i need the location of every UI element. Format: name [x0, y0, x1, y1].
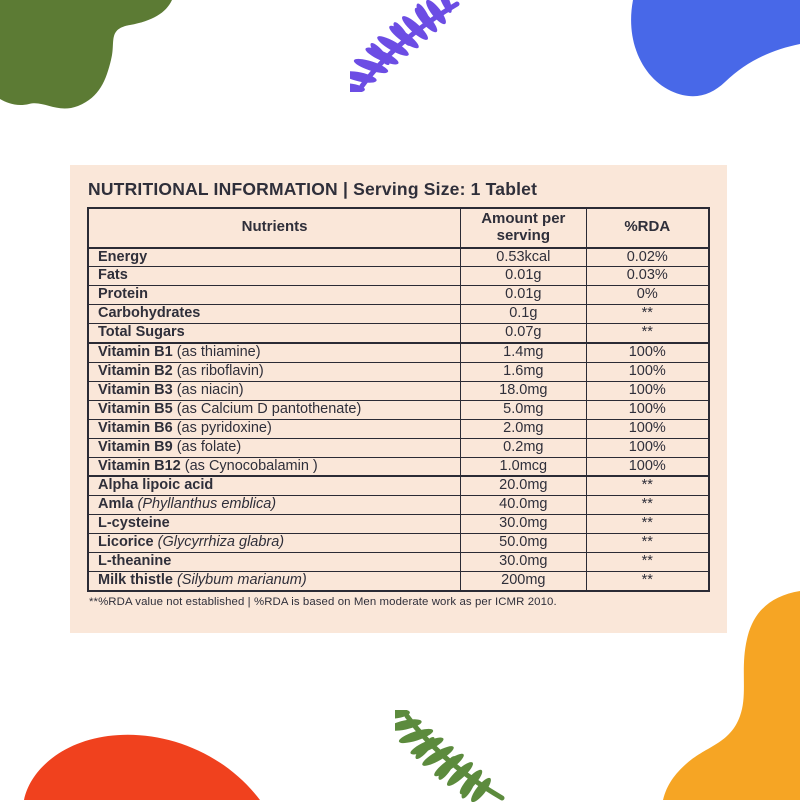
nutrient-detail: (as Calcium D pantothenate): [172, 400, 362, 417]
nutrient-detail: (Glycyrrhiza glabra): [153, 534, 285, 551]
amount-cell: 2.0mg: [461, 419, 586, 438]
nutrient-name: Protein: [98, 286, 148, 303]
table-row: [88, 381, 709, 400]
table-row: [88, 362, 709, 381]
table-row: [88, 343, 709, 362]
rda-cell: 100%: [586, 457, 709, 476]
nutrient-name-cell: [88, 476, 461, 495]
rda-cell: 100%: [586, 343, 709, 362]
table-row: [88, 438, 709, 457]
blue-blob-decoration: [615, 0, 800, 105]
rda-footnote: **%RDA value not established | %RDA is based on Men moderate work as per ICMR 2010.: [89, 595, 557, 608]
table-row: [88, 553, 709, 572]
table-row: [88, 248, 709, 267]
nutrient-name-cell: [88, 400, 461, 419]
nutrient-name: Fats: [98, 267, 128, 284]
amount-cell: 40.0mg: [461, 496, 586, 515]
amount-cell: 30.0mg: [461, 553, 586, 572]
rda-cell: 100%: [586, 381, 709, 400]
table-row: [88, 476, 709, 495]
nutrient-name-cell: [88, 343, 461, 362]
nutrient-name-cell: [88, 457, 461, 476]
nutrient-name-cell: [88, 286, 461, 305]
nutrient-name: Vitamin B6: [98, 419, 173, 436]
nutrient-detail: (as thiamine): [172, 343, 261, 360]
nutrient-name: Vitamin B5: [98, 400, 173, 417]
rda-cell: 0.02%: [586, 248, 709, 267]
nutrient-detail: (as Cynocobalamin ): [180, 457, 318, 474]
nutrient-name-cell: [88, 248, 461, 267]
nutrition-info-card: [70, 165, 727, 633]
green-branch-leaf-icon: [395, 710, 513, 802]
nutrient-detail: (as riboflavin): [172, 362, 264, 379]
header-nutrients: Nutrients: [88, 208, 461, 248]
nutrient-name: Energy: [98, 248, 148, 265]
amount-cell: 0.53kcal: [461, 248, 586, 267]
card-title: NUTRITIONAL INFORMATION | Serving Size: 1 Tablet: [88, 179, 538, 199]
table-row: [88, 457, 709, 476]
nutrient-name: Vitamin B2: [98, 362, 173, 379]
nutrient-name-cell: [88, 362, 461, 381]
table-row: [88, 267, 709, 286]
rda-cell: 100%: [586, 400, 709, 419]
nutrient-name: L-cysteine: [98, 515, 170, 532]
rda-cell: 100%: [586, 438, 709, 457]
nutrient-name: Vitamin B9: [98, 438, 173, 455]
amount-cell: 50.0mg: [461, 534, 586, 553]
amount-cell: 1.6mg: [461, 362, 586, 381]
nutrition-table-body: [88, 248, 709, 591]
table-header-row: [88, 208, 709, 248]
table-row: [88, 324, 709, 343]
nutrient-name: Total Sugars: [98, 324, 185, 341]
amount-cell: 1.0mcg: [461, 457, 586, 476]
rda-cell: 0.03%: [586, 267, 709, 286]
amount-cell: 200mg: [461, 572, 586, 591]
amount-cell: 0.1g: [461, 305, 586, 324]
nutrient-name: Milk thistle: [98, 572, 173, 589]
nutrient-name-cell: [88, 324, 461, 343]
nutrient-name: Vitamin B3: [98, 381, 173, 398]
nutrient-name-cell: [88, 438, 461, 457]
rda-cell: **: [586, 476, 709, 495]
amount-cell: 18.0mg: [461, 381, 586, 400]
nutrient-detail: (as folate): [172, 438, 242, 455]
nutrient-name: Alpha lipoic acid: [98, 477, 214, 494]
nutrient-name-cell: [88, 496, 461, 515]
table-row: [88, 419, 709, 438]
amount-cell: 1.4mg: [461, 343, 586, 362]
table-row: [88, 400, 709, 419]
nutrient-name-cell: [88, 267, 461, 286]
nutrient-name: Vitamin B1: [98, 343, 173, 360]
amount-cell: 30.0mg: [461, 515, 586, 534]
nutrient-name-cell: [88, 553, 461, 572]
nutrient-name-cell: [88, 305, 461, 324]
header-rda: %RDA: [586, 208, 709, 248]
rda-cell: **: [586, 572, 709, 591]
nutrient-name-cell: [88, 419, 461, 438]
amount-cell: 20.0mg: [461, 476, 586, 495]
rda-cell: **: [586, 496, 709, 515]
rda-cell: **: [586, 553, 709, 572]
nutrient-detail: (as niacin): [172, 381, 244, 398]
table-row: [88, 572, 709, 591]
nutrient-name: Carbohydrates: [98, 305, 201, 322]
amount-cell: 5.0mg: [461, 400, 586, 419]
rda-cell: **: [586, 305, 709, 324]
red-blob-decoration: [10, 728, 270, 800]
rda-cell: **: [586, 534, 709, 553]
rda-cell: 0%: [586, 286, 709, 305]
rda-cell: 100%: [586, 419, 709, 438]
rda-cell: 100%: [586, 362, 709, 381]
rda-cell: **: [586, 515, 709, 534]
table-row: [88, 496, 709, 515]
nutrient-name: Vitamin B12: [98, 457, 181, 474]
nutrient-name-cell: [88, 515, 461, 534]
nutrient-name-cell: [88, 381, 461, 400]
nutrient-name: Amla: [98, 496, 134, 513]
nutrient-name: L-theanine: [98, 553, 172, 570]
nutrition-table: [87, 207, 710, 592]
amount-cell: 0.01g: [461, 267, 586, 286]
header-amount-per-serving: Amount per serving: [461, 208, 586, 248]
nutrient-name-cell: [88, 572, 461, 591]
nutrient-name: Licorice: [98, 534, 154, 551]
amount-cell: 0.2mg: [461, 438, 586, 457]
table-row: [88, 305, 709, 324]
table-row: [88, 534, 709, 553]
nutrient-name-cell: [88, 534, 461, 553]
amount-cell: 0.01g: [461, 286, 586, 305]
nutrient-detail: (Silybum marianum): [172, 572, 307, 589]
green-blob-decoration: [0, 0, 190, 125]
purple-fern-leaf-icon: [350, 0, 468, 92]
rda-cell: **: [586, 324, 709, 343]
amount-cell: 0.07g: [461, 324, 586, 343]
table-row: [88, 286, 709, 305]
nutrient-detail: (as pyridoxine): [172, 419, 272, 436]
nutrient-detail: (Phyllanthus emblica): [133, 496, 277, 513]
table-row: [88, 515, 709, 534]
